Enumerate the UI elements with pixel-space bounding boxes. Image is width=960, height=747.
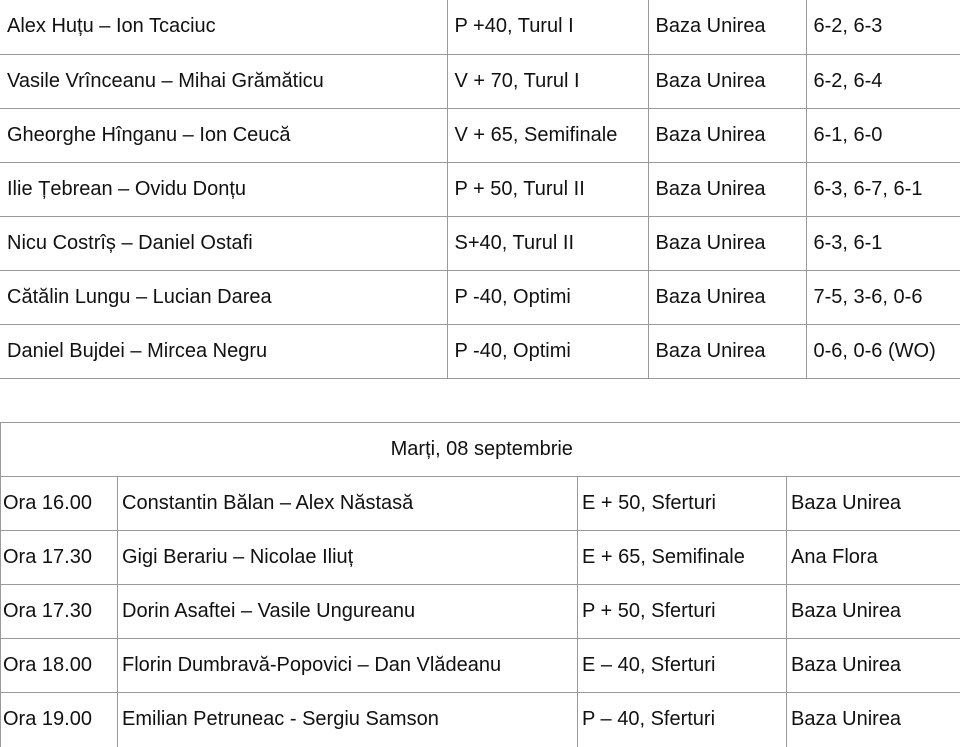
venue-cell: Baza Unirea [648,162,806,216]
table-row [0,54,960,108]
match-cell: Gigi Berariu – Nicolae Iliuț [118,531,578,585]
match-cell: Nicu Costrîș – Daniel Ostafi [0,216,447,270]
score-cell: 6-2, 6-3 [806,0,960,54]
category-cell: V + 65, Semifinale [447,108,648,162]
table-row [0,0,960,54]
score-cell: 6-3, 6-1 [806,216,960,270]
venue-cell: Baza Unirea [787,477,960,531]
time-cell: Ora 19.00 [1,693,118,747]
match-cell: Vasile Vrînceanu – Mihai Grămăticu [0,54,447,108]
table-row [0,270,960,324]
time-cell: Ora 18.00 [1,639,118,693]
category-cell: P -40, Optimi [447,324,648,378]
table-row [1,531,960,585]
category-cell: P + 50, Turul II [447,162,648,216]
match-cell: Alex Huțu – Ion Tcaciuc [0,0,447,54]
category-cell: P -40, Optimi [447,270,648,324]
match-cell: Emilian Petruneac - Sergiu Samson [118,693,578,747]
time-cell: Ora 17.30 [1,531,118,585]
match-cell: Constantin Bălan – Alex Năstasă [118,477,578,531]
category-cell: P + 50, Sferturi [578,585,787,639]
schedule-date: Marți, 08 septembrie [1,423,960,477]
time-cell: Ora 16.00 [1,477,118,531]
score-cell: 7-5, 3-6, 0-6 [806,270,960,324]
venue-cell: Baza Unirea [648,108,806,162]
category-cell: P +40, Turul I [447,0,648,54]
match-cell: Gheorghe Hînganu – Ion Ceucă [0,108,447,162]
venue-cell: Baza Unirea [648,270,806,324]
table-row [0,108,960,162]
score-cell: 6-3, 6-7, 6-1 [806,162,960,216]
venue-cell: Baza Unirea [787,585,960,639]
category-cell: S+40, Turul II [447,216,648,270]
time-cell: Ora 17.30 [1,585,118,639]
venue-cell: Baza Unirea [648,216,806,270]
venue-cell: Baza Unirea [648,54,806,108]
venue-cell: Baza Unirea [648,324,806,378]
venue-cell: Baza Unirea [648,0,806,54]
date-header-row [1,423,960,477]
match-cell: Ilie Țebrean – Ovidu Donțu [0,162,447,216]
category-cell: E – 40, Sferturi [578,639,787,693]
match-cell: Cătălin Lungu – Lucian Darea [0,270,447,324]
schedule-table [0,422,960,747]
table-row [1,477,960,531]
venue-cell: Baza Unirea [787,693,960,747]
score-cell: 0-6, 0-6 (WO) [806,324,960,378]
match-cell: Florin Dumbravă-Popovici – Dan Vlădeanu [118,639,578,693]
venue-cell: Baza Unirea [787,639,960,693]
score-cell: 6-1, 6-0 [806,108,960,162]
table-row [0,324,960,378]
table-row [0,162,960,216]
match-cell: Dorin Asaftei – Vasile Ungureanu [118,585,578,639]
table-row [1,585,960,639]
match-cell: Daniel Bujdei – Mircea Negru [0,324,447,378]
venue-cell: Ana Flora [787,531,960,585]
category-cell: V + 70, Turul I [447,54,648,108]
category-cell: E + 65, Semifinale [578,531,787,585]
score-cell: 6-2, 6-4 [806,54,960,108]
table-row [0,216,960,270]
table-row [1,693,960,747]
category-cell: P – 40, Sferturi [578,693,787,747]
table-row [1,639,960,693]
category-cell: E + 50, Sferturi [578,477,787,531]
